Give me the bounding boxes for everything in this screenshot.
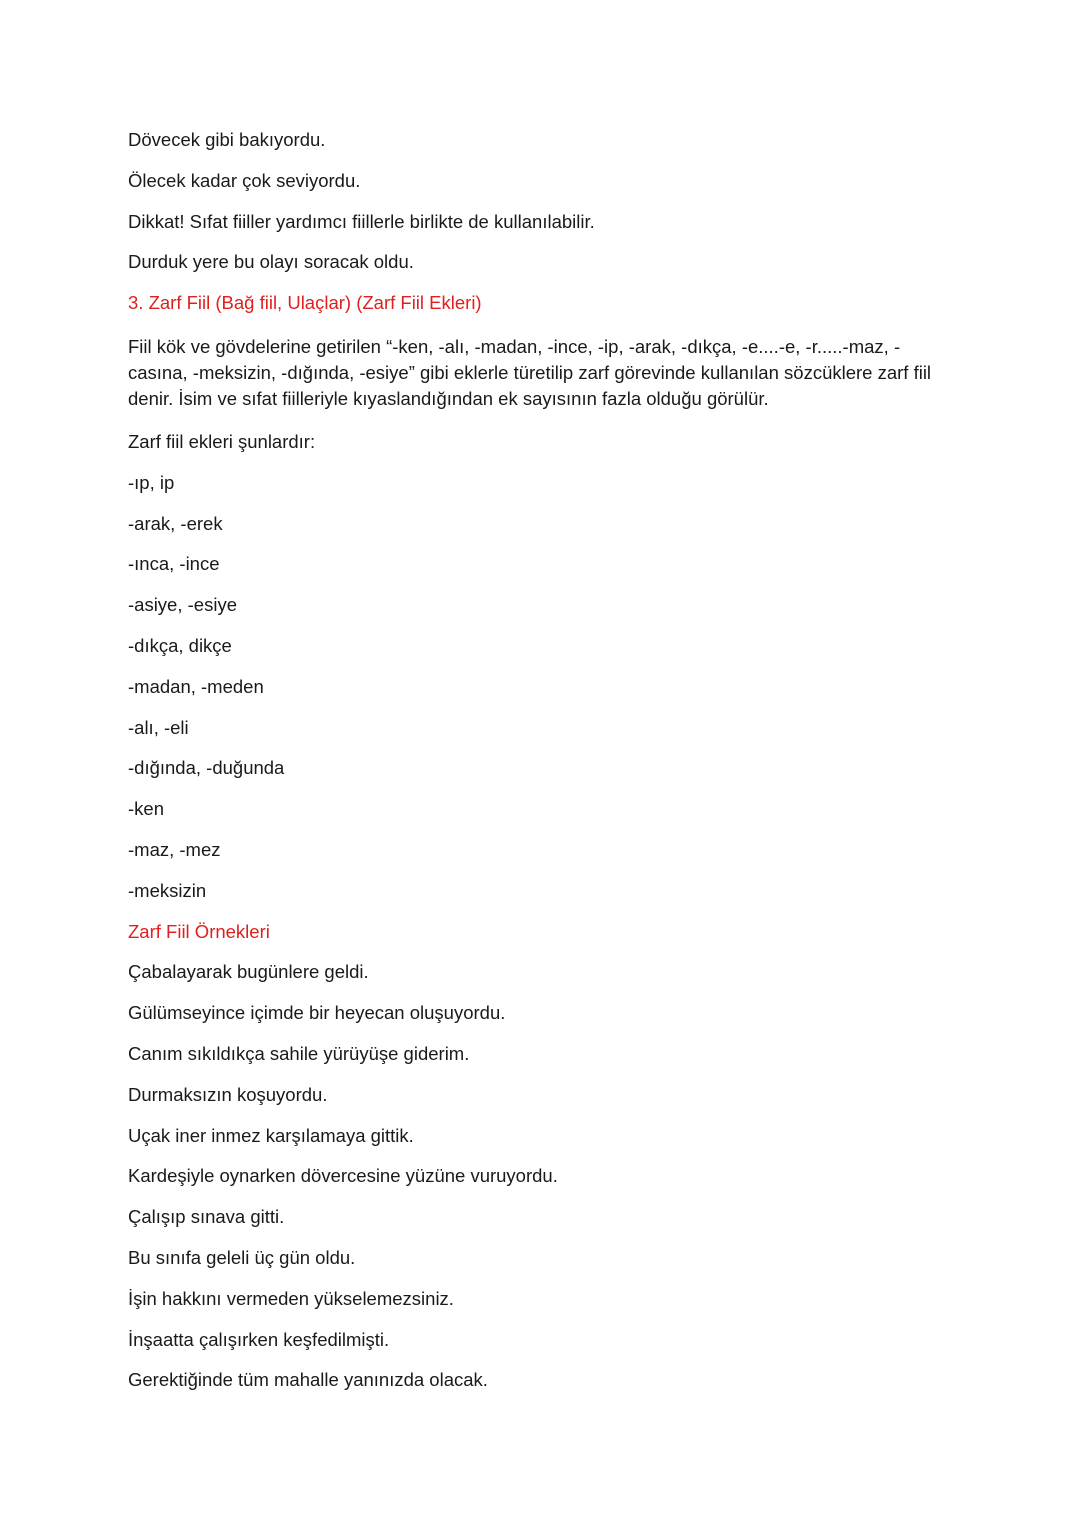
suffix-item: -asiye, -esiye xyxy=(128,594,237,616)
suffix-item: -madan, -meden xyxy=(128,675,264,697)
suffix-item: -ken xyxy=(128,798,164,820)
suffix-item: -ıp, ip xyxy=(128,471,175,493)
example-sentence: Gülümseyince içimde bir heyecan oluşuyordu. xyxy=(128,1002,506,1024)
example-sentence: Çabalayarak bugünlere geldi. xyxy=(128,961,369,983)
example-sentence: Gerektiğinde tüm mahalle yanınızda olacak. xyxy=(128,1369,488,1391)
intro-line: Dikkat! Sıfat fiiller yardımcı fiillerle birlikte de kullanılabilir. xyxy=(128,210,595,232)
suffix-item: -ınca, -ince xyxy=(128,553,220,575)
intro-line: Durduk yere bu olayı soracak oldu. xyxy=(128,251,414,273)
intro-lines xyxy=(128,126,958,289)
suffix-item: -alı, -eli xyxy=(128,716,189,738)
example-sentence: Durmaksızın koşuyordu. xyxy=(128,1083,328,1105)
examples-heading: Zarf Fiil Örnekleri xyxy=(128,920,270,942)
example-sentence: Canım sıkıldıkça sahile yürüyüşe giderim. xyxy=(128,1042,470,1064)
suffix-intro: Zarf fiil ekleri şunlardır: xyxy=(128,430,316,452)
suffix-item: -meksizin xyxy=(128,879,207,901)
example-sentence: İnşaatta çalışırken keşfedilmişti. xyxy=(128,1328,390,1350)
intro-line: Ölecek kadar çok seviyordu. xyxy=(128,169,361,191)
definition-paragraph: Fiil kök ve gövdelerine getirilen “-ken, -alı, -madan, -ince, -ip, -arak, -dıkça, -e....-e, -r.....-maz, -casına, -meksizin, -dığında, -esiye” gibi eklerle türetilip zarf görevinde kullanılan sözcüklere zarf fiil denir. İsim ve sıfat fiilleriyle kıyaslandığından ek sayısının fazla olduğu görülür. xyxy=(128,335,932,409)
section-heading: 3. Zarf Fiil (Bağ fiil, Ulaçlar) (Zarf Fiil Ekleri) xyxy=(128,292,482,314)
example-sentence: Çalışıp sınava gitti. xyxy=(128,1206,285,1228)
example-sentence: Uçak iner inmez karşılamaya gittik. xyxy=(128,1124,414,1146)
example-sentence: İşin hakkını vermeden yükselemezsiniz. xyxy=(128,1287,454,1309)
intro-line: Dövecek gibi bakıyordu. xyxy=(128,129,326,150)
suffix-item: -dığında, -duğunda xyxy=(128,757,285,779)
suffix-item: -dıkça, dikçe xyxy=(128,634,232,656)
document-content xyxy=(128,126,958,1407)
suffix-item: -maz, -mez xyxy=(128,838,221,860)
examples-list xyxy=(128,958,958,1407)
example-sentence: Bu sınıfa geleli üç gün oldu. xyxy=(128,1246,356,1268)
suffix-list xyxy=(128,469,958,918)
suffix-item: -arak, -erek xyxy=(128,512,223,534)
example-sentence: Kardeşiyle oynarken dövercesine yüzüne vuruyordu. xyxy=(128,1165,558,1187)
